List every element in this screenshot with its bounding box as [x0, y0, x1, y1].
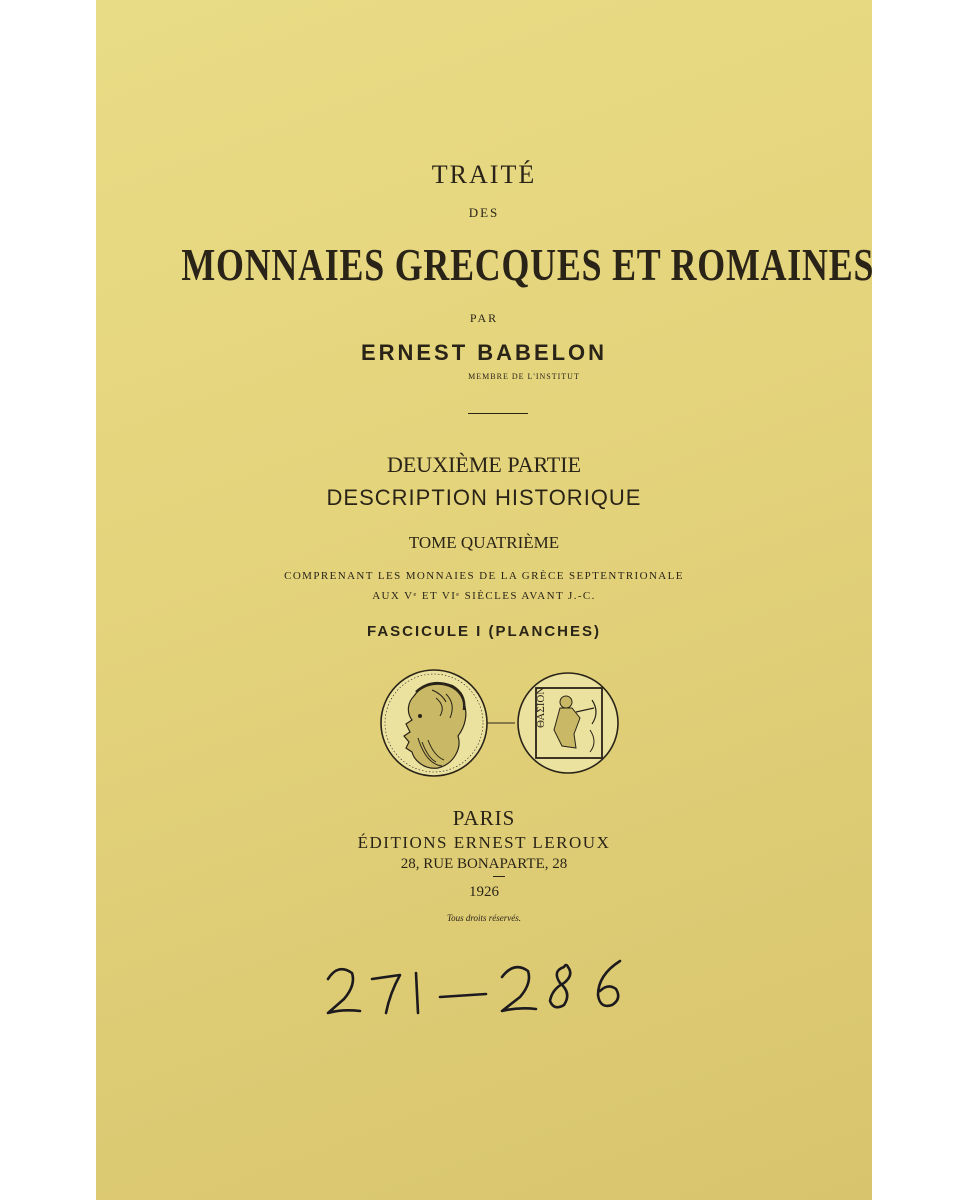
- publisher-address: 28, RUE BONAPARTE, 28: [400, 856, 568, 872]
- coin-illustration: [376, 668, 626, 778]
- coin-reverse-icon: [518, 673, 618, 773]
- publisher-name: ÉDITIONS ERNEST LEROUX: [357, 833, 611, 852]
- subtitle-line-2: AUX Vᵉ ET VIᵉ SIÈCLES AVANT J.-C.: [372, 590, 596, 602]
- publication-city: PARIS: [452, 806, 516, 830]
- main-title: MONNAIES GRECQUES ET ROMAINES: [181, 239, 875, 290]
- by-label: PAR: [469, 311, 499, 325]
- publication-year: 1926: [469, 884, 499, 900]
- small-divider: [493, 876, 505, 877]
- part-label: DEUXIÈME PARTIE: [386, 452, 582, 477]
- coin-inscription: ΘΑΣΙΟΝ: [535, 686, 547, 728]
- heading-des: DES: [468, 205, 500, 220]
- handwritten-note: [316, 945, 676, 1025]
- heading-traite: TRAITÉ: [431, 160, 537, 189]
- author-role: MEMBRE DE L'INSTITUT: [468, 372, 580, 381]
- title-page: [96, 0, 875, 1200]
- part-title: DESCRIPTION HISTORIQUE: [326, 485, 642, 510]
- coin-obverse-icon: [381, 670, 487, 776]
- divider: [468, 413, 528, 414]
- fascicule-label: FASCICULE I (PLANCHES): [366, 623, 601, 640]
- author-name: ERNEST BABELON: [360, 340, 608, 365]
- volume-label: TOME QUATRIÈME: [408, 533, 560, 552]
- rights-notice: Tous droits réservés.: [446, 913, 522, 923]
- subtitle-line-1: COMPRENANT LES MONNAIES DE LA GRÈCE SEPTENTRIONALE: [284, 570, 684, 582]
